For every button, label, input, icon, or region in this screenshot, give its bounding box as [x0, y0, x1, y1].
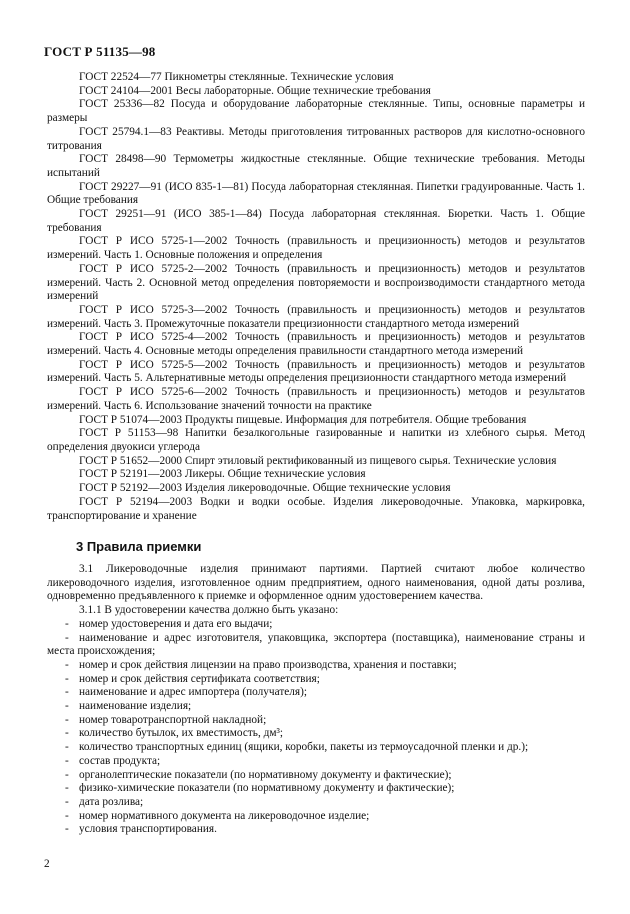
reference-item: ГОСТ 29227—91 (ИСО 835-1—81) Посуда лабораторная стеклянная. Пипетки градуированные. Часть 1. Общие требования: [47, 180, 585, 207]
reference-item: ГОСТ 22524—77 Пикнометры стеклянные. Технические условия: [79, 71, 394, 83]
paragraph-3-1-1: 3.1.1 В удостоверении качества должно быть указано:: [79, 604, 339, 617]
reference-item: ГОСТ Р ИСО 5725-1—2002 Точность (правильность и прецизионность) методов и результатов измерений. Часть 1. Основные положения и определения: [47, 235, 585, 262]
reference-item: ГОСТ Р ИСО 5725-5—2002 Точность (правильность и прецизионность) методов и результатов измерений. Часть 5. Альтернативные методы определения прецизионности стандартного метода измерений: [47, 358, 585, 385]
page-header: ГОСТ Р 51135—98: [44, 44, 156, 59]
list-item: - номер и срок действия сертификата соответствия;: [65, 672, 320, 685]
reference-item: ГОСТ Р 51074—2003 Продукты пищевые. Информация для потребителя. Общие требования: [79, 413, 527, 426]
section-body: [47, 563, 585, 837]
list-item: - количество транспортных единиц (ящики, коробки, пакеты из термоусадочной пленки и др.);: [65, 741, 529, 754]
list-item: - номер товаротранспортной накладной;: [65, 713, 267, 726]
reference-item: ГОСТ 28498—90 Термометры жидкостные стеклянные. Общие технические требования. Методы испытаний: [47, 153, 585, 179]
reference-item: ГОСТ Р ИСО 5725-4—2002 Точность (правильность и прецизионность) методов и результатов измерений. Часть 4. Основные методы определения правильности стандартного метода измерений: [47, 331, 585, 358]
list-item: - состав продукта;: [65, 754, 161, 767]
reference-item: ГОСТ 29251—91 (ИСО 385-1—84) Посуда лабораторная стеклянная. Бюретки. Часть 1. Общие требования: [47, 208, 585, 234]
list-item: - номер удостоверения и дата его выдачи;: [65, 617, 273, 630]
reference-item: ГОСТ 24104—2001 Весы лабораторные. Общие технические требования: [79, 84, 431, 97]
list-item: - дата розлива;: [65, 795, 144, 808]
list-item: - наименование и адрес изготовителя, упаковщика, экспортера (поставщика), наименование страны и места происхождения;: [47, 631, 585, 658]
page-number: 2: [44, 858, 50, 870]
list-item: - номер и срок действия лицензии на право производства, хранения и поставки;: [65, 658, 457, 671]
list-item: - органолептические показатели (по нормативному документу и фактические);: [65, 768, 452, 781]
reference-item: ГОСТ Р 52192—2003 Изделия ликероводочные. Общие технические условия: [79, 482, 451, 495]
list-item: - условия транспортирования.: [65, 823, 217, 836]
normative-references: [47, 71, 585, 523]
list-item: - количество бутылок, их вместимость, дм³;: [65, 727, 284, 740]
list-item: - номер нормативного документа на ликероводочное изделие;: [65, 809, 370, 822]
reference-item: ГОСТ Р ИСО 5725-6—2002 Точность (правильность и прецизионность) методов и результатов измерений. Часть 6. Использование значений точности на практике: [47, 386, 585, 412]
list-item: - наименование и адрес импортера (получателя);: [65, 686, 308, 699]
reference-item: ГОСТ Р ИСО 5725-2—2002 Точность (правильность и прецизионность) методов и результатов измерений. Часть 2. Основной метод определения повторяемости и воспроизводимости стандартного метода измерений: [47, 262, 585, 303]
list-item: - физико-химические показатели (по нормативному документу и фактические);: [65, 782, 455, 795]
reference-item: ГОСТ 25336—82 Посуда и оборудование лабораторные стеклянные. Типы, основные параметры и размеры: [47, 98, 585, 125]
reference-item: ГОСТ Р ИСО 5725-3—2002 Точность (правильность и прецизионность) методов и результатов измерений. Часть 3. Промежуточные показатели прецизионности стандартного метода измерений: [47, 303, 585, 330]
reference-item: ГОСТ Р 51153—98 Напитки безалкогольные газированные и напитки из хлебного сырья. Метод определения двуокиси углерода: [47, 427, 585, 453]
reference-item: ГОСТ 25794.1—83 Реактивы. Методы приготовления титрованных растворов для кислотно-основного титрования: [47, 125, 585, 152]
certificate-requirements-list: [47, 618, 585, 837]
reference-item: ГОСТ Р 51652—2000 Спирт этиловый ректификованный из пищевого сырья. Технические условия: [79, 454, 557, 467]
list-item: - наименование изделия;: [65, 700, 192, 713]
section-heading: 3 Правила приемки: [76, 539, 202, 554]
reference-item: ГОСТ Р 52194—2003 Водки и водки особые. Изделия ликероводочные. Упаковка, маркировка, транспортирование и хранение: [47, 495, 585, 522]
reference-item: ГОСТ Р 52191—2003 Ликеры. Общие технические условия: [79, 468, 366, 481]
paragraph-3-1: 3.1 Ликероводочные изделия принимают партиями. Партией считают любое количество ликероводочного изделия, изготовленное одним предприятием, одного наименования, одной даты розлива, одновременно предъявленного к приемке и оформленное одним удостоверением качества.: [47, 563, 585, 603]
